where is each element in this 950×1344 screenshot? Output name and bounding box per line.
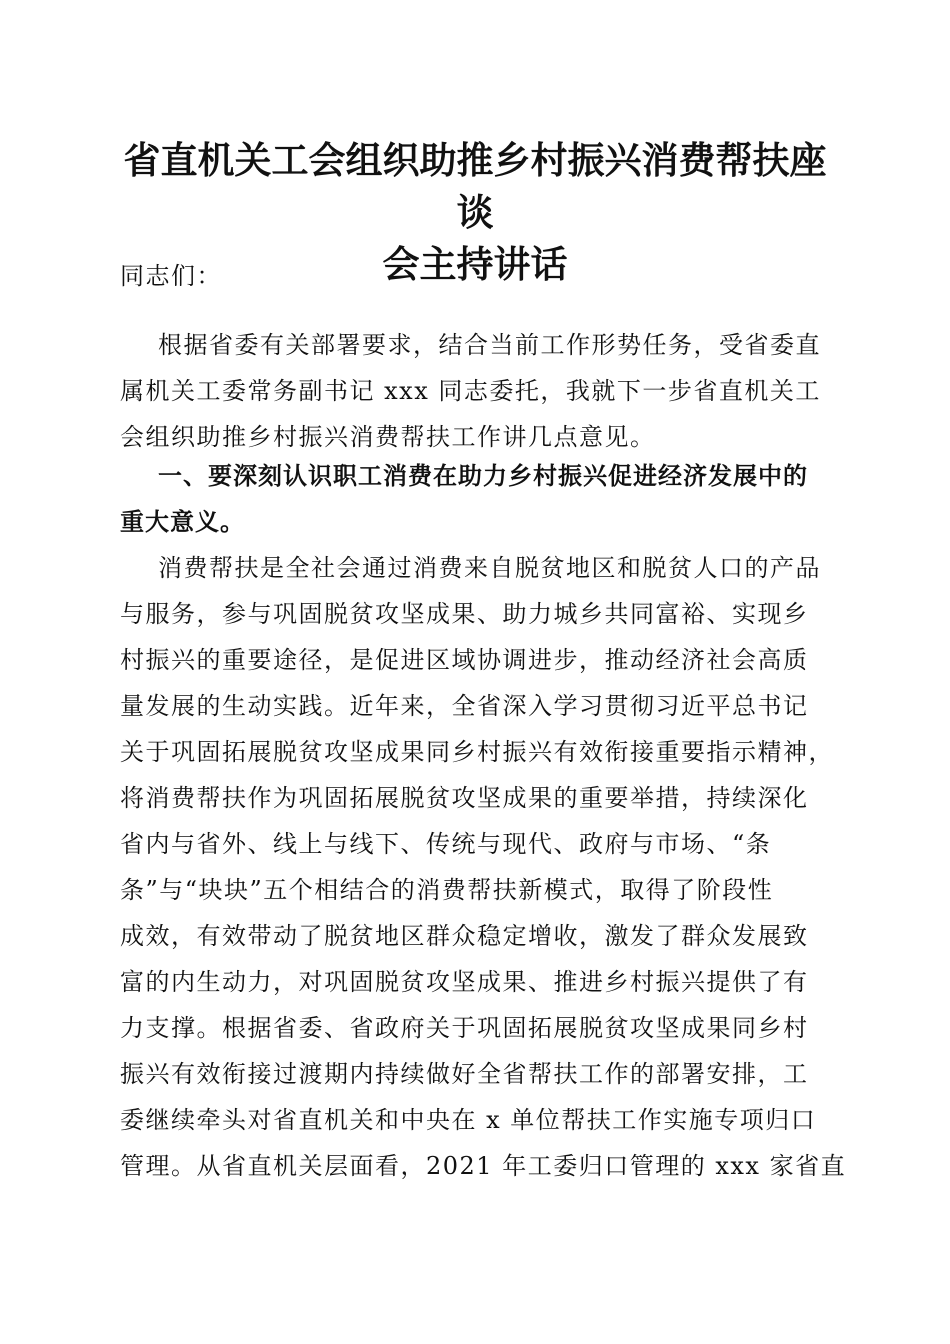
paragraph-line: 消费帮扶是全社会通过消费来自脱贫地区和脱贫人口的产品 bbox=[158, 554, 821, 582]
paragraph-line: 将消费帮扶作为巩固拓展脱贫攻坚成果的重要举措，持续深化 bbox=[120, 784, 809, 812]
paragraph-line: 振兴有效衔接过渡期内持续做好全省帮扶工作的部署安排，工 bbox=[120, 1060, 809, 1088]
paragraph-line: 关于巩固拓展脱贫攻坚成果同乡村振兴有效衔接重要指示精神， bbox=[120, 738, 834, 766]
salutation bbox=[120, 253, 835, 299]
paragraph-line: 属机关工委常务副书记 xxx 同志委托，我就下一步省直机关工 bbox=[120, 377, 821, 405]
paragraph-line: 富的内生动力，对巩固脱贫攻坚成果、推进乡村振兴提供了有 bbox=[120, 968, 809, 996]
paragraph-line: 力支撑。根据省委、省政府关于巩固拓展脱贫攻坚成果同乡村 bbox=[120, 1014, 809, 1042]
paragraph-line: 省内与省外、线上与线下、传统与现代、政府与市场、“条 bbox=[120, 830, 772, 858]
paragraph-line: 成效，有效带动了脱贫地区群众稳定增收，激发了群众发展致 bbox=[120, 922, 809, 950]
paragraph-line: 会组织助推乡村振兴消费帮扶工作讲几点意见。 bbox=[120, 423, 656, 451]
paragraph-line: 根据省委有关部署要求，结合当前工作形势任务，受省委直 bbox=[158, 331, 821, 359]
paragraph-line: 量发展的生动实践。近年来，全省深入学习贯彻习近平总书记 bbox=[120, 692, 809, 720]
title-line-1: 省直机关工会组织助推乡村振兴消费帮扶座谈 bbox=[123, 138, 827, 234]
section-heading-1 bbox=[120, 453, 835, 545]
title-line-2: 会主持讲话 bbox=[382, 242, 568, 286]
heading-line: 重大意义。 bbox=[120, 508, 245, 536]
paragraph-line: 与服务，参与巩固脱贫攻坚成果、助力城乡共同富裕、实现乡 bbox=[120, 600, 809, 628]
paragraph-line: 条”与“块块”五个相结合的消费帮扶新模式，取得了阶段性 bbox=[120, 876, 774, 904]
paragraph-line: 管理。从省直机关层面看，2021 年工委归口管理的 xxx 家省直 bbox=[120, 1152, 847, 1180]
paragraph-line: 委继续牵头对省直机关和中央在 x 单位帮扶工作实施专项归口 bbox=[120, 1106, 817, 1134]
heading-line: 一、要深刻认识职工消费在助力乡村振兴促进经济发展中的 bbox=[158, 462, 808, 490]
paragraph-line: 村振兴的重要途径，是促进区域协调进步，推动经济社会高质 bbox=[120, 646, 809, 674]
paragraph-intro bbox=[120, 322, 835, 460]
paragraph-section-1 bbox=[120, 545, 847, 1189]
salutation-text: 同志们： bbox=[120, 262, 222, 290]
